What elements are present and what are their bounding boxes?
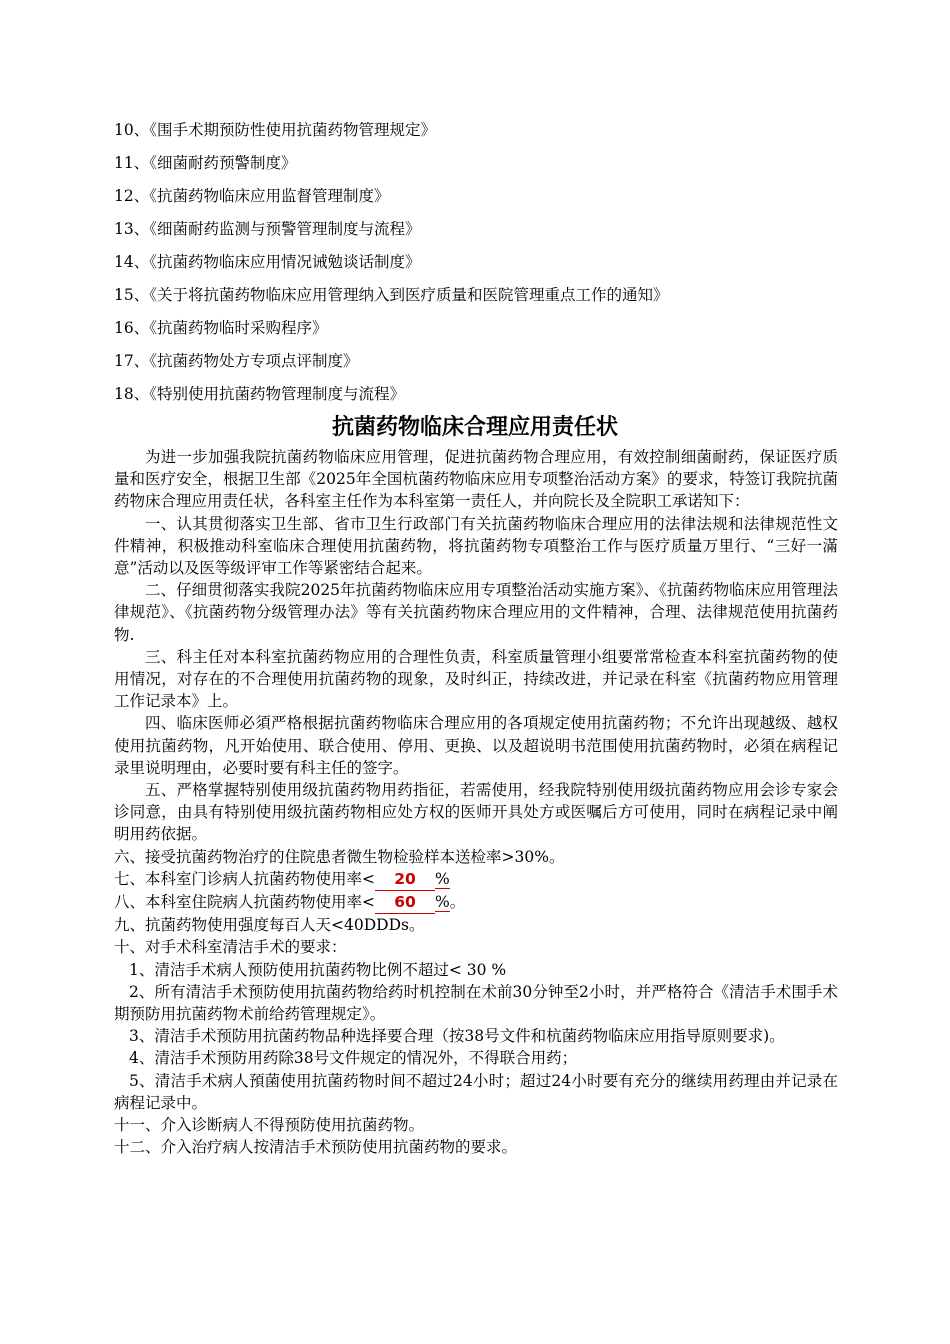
intro-paragraph: 为进一步加强我院抗菌药物临床应用管理，促进抗菌药物合理应用，有效控制细菌耐药，保证医疗质量和医疗安全，根据卫生部《2025年全国杭菌药物临床应用专项整治活动方案》的要求，特签订我院抗菌药物床合理应用责任状，各科室主任作为本科室第一责任人，并向院长及全院职工承诺知下： xyxy=(114,448,838,511)
item-7 xyxy=(114,868,838,891)
item-10: 十、对手术科室清洁手术的要求： xyxy=(114,938,347,957)
paragraph-1: 一、认其贯彻落实卫生部、省市卫生行政部门有关抗菌药物临床合理应用的法律法规和法律规范性文件精神，积极推动科室临床合理使用抗菌药物，将抗菌药物专項整治工作与医疗质量万里行、“三好一滿意”活动以及医等级评审工作等紧密结合起来。 xyxy=(114,514,838,578)
regulation-list xyxy=(114,116,844,413)
sub-item-2: 2、所有清洁手术预防使用抗菌药物给药时机控制在术前30分钟至2小时，并严格符合《清洁手术围手术期预防用抗菌药物术前给药管理规定》。 xyxy=(114,982,838,1024)
item-7-label: 七、本科室门诊病人抗菌药物使用率< xyxy=(114,869,375,888)
sub-item-1: 1、清洁手术病人预防使用抗菌药物比例不超过< 30 % xyxy=(129,960,507,979)
list-item: 17、《抗菌药物处方专项点评制度》 xyxy=(114,352,359,370)
sub-item-3: 3、清洁手术预防用抗菌药物品种选择要合理（按38号文件和杭菌药物临床应用指导原则要求)。 xyxy=(129,1027,785,1046)
sub-item-4: 4、清洁手术预防用药除38号文件规定的情况外，不得联合用药； xyxy=(129,1049,578,1068)
list-item: 18、《特别使用抗菌药物管理制度与流程》 xyxy=(114,385,405,403)
item-8-label: 八、本科室住院病人抗菌药物使用率< xyxy=(114,893,375,912)
document-title: 抗菌药物临床合理应用责任状 xyxy=(331,415,618,440)
paragraph-3: 三、科主任对本科室抗菌药物应用的合理性负责，科室质量管理小组要常常检查本科室抗菌药物的使用情况，对存在的不合理使用抗菌药物的现象，及时纠正，持续改进，并记录在科室《抗菌药物应用管理工作记录本》上。 xyxy=(114,647,838,711)
item-8-end: 。 xyxy=(449,893,466,912)
item-6: 六、接受抗菌药物治疗的住院患者微生物检验样本送检率>30%。 xyxy=(114,847,565,866)
paragraph-5: 五、严格掌握特别使用级抗菌药物用药指征，若需使用，经我院特别使用级抗菌药物应用会诊专家会诊同意，由具有特别使用级抗菌药物相应处方权的医师开具处方或医嘱后方可使用，同时在病程记录中阐明用药依据。 xyxy=(114,781,838,844)
list-item: 15、《关于将抗菌药物临床应用管理纳入到医疗质量和医院管理重点工作的通知》 xyxy=(114,286,669,304)
item-12: 十二、介入治疗病人按清洁手术预防使用抗菌药物的要求。 xyxy=(114,1138,518,1157)
list-item: 12、《抗菌药物临床应用监督管理制度》 xyxy=(114,187,390,205)
sub-item-5: 5、清洁手术病人預菌使用抗菌药物时间不超过24小时；超过24小时要有充分的继续用药理由并记录在病程记录中。 xyxy=(114,1071,838,1112)
inpatient-rate-value: 60 xyxy=(375,891,435,914)
paragraph-2: 二、仔细贯彻落实我院2025年抗菌药物临床应用专項整治活动实施方案》、《抗菌药物临床应用管理法律规范》、《抗菌药物分级管理办法》等有关抗菌药物床合理应用的文件精神，合理、法律规范使用抗菌药物. xyxy=(114,581,838,644)
list-item: 13、《细菌耐药监测与预警管理制度与流程》 xyxy=(114,220,421,238)
list-item: 16、《抗菌药物临时采购程序》 xyxy=(114,319,328,337)
paragraph-4: 四、临床医师必須严格根据抗菌药物临床合理应用的各項规定使用抗菌药物；不允许出现越级、越权使用抗菌药物，凡开始使用、联合使用、停用、更换、以及超说明书范围使用抗菌药物时，必須在病程记录里说明理由，必要时要有科主任的签字。 xyxy=(114,714,838,777)
list-item: 11、《细菌耐药预警制度》 xyxy=(114,154,297,172)
item-8-unit: % xyxy=(435,893,450,912)
item-9: 九、抗菌药物使用强度每百人天<40DDDs。 xyxy=(114,916,425,935)
item-11: 十一、介入诊断病人不得预防使用抗菌药物。 xyxy=(114,1116,425,1135)
item-8 xyxy=(114,891,838,914)
list-item: 14、《抗菌药物临床应用情况诫勉谈话制度》 xyxy=(114,253,421,271)
document-body xyxy=(114,446,838,1159)
list-item: 10、《围手术期预防性使用抗菌药物管理规定》 xyxy=(114,121,436,139)
item-7-unit: % xyxy=(435,869,450,888)
outpatient-rate-value: 20 xyxy=(375,868,435,891)
